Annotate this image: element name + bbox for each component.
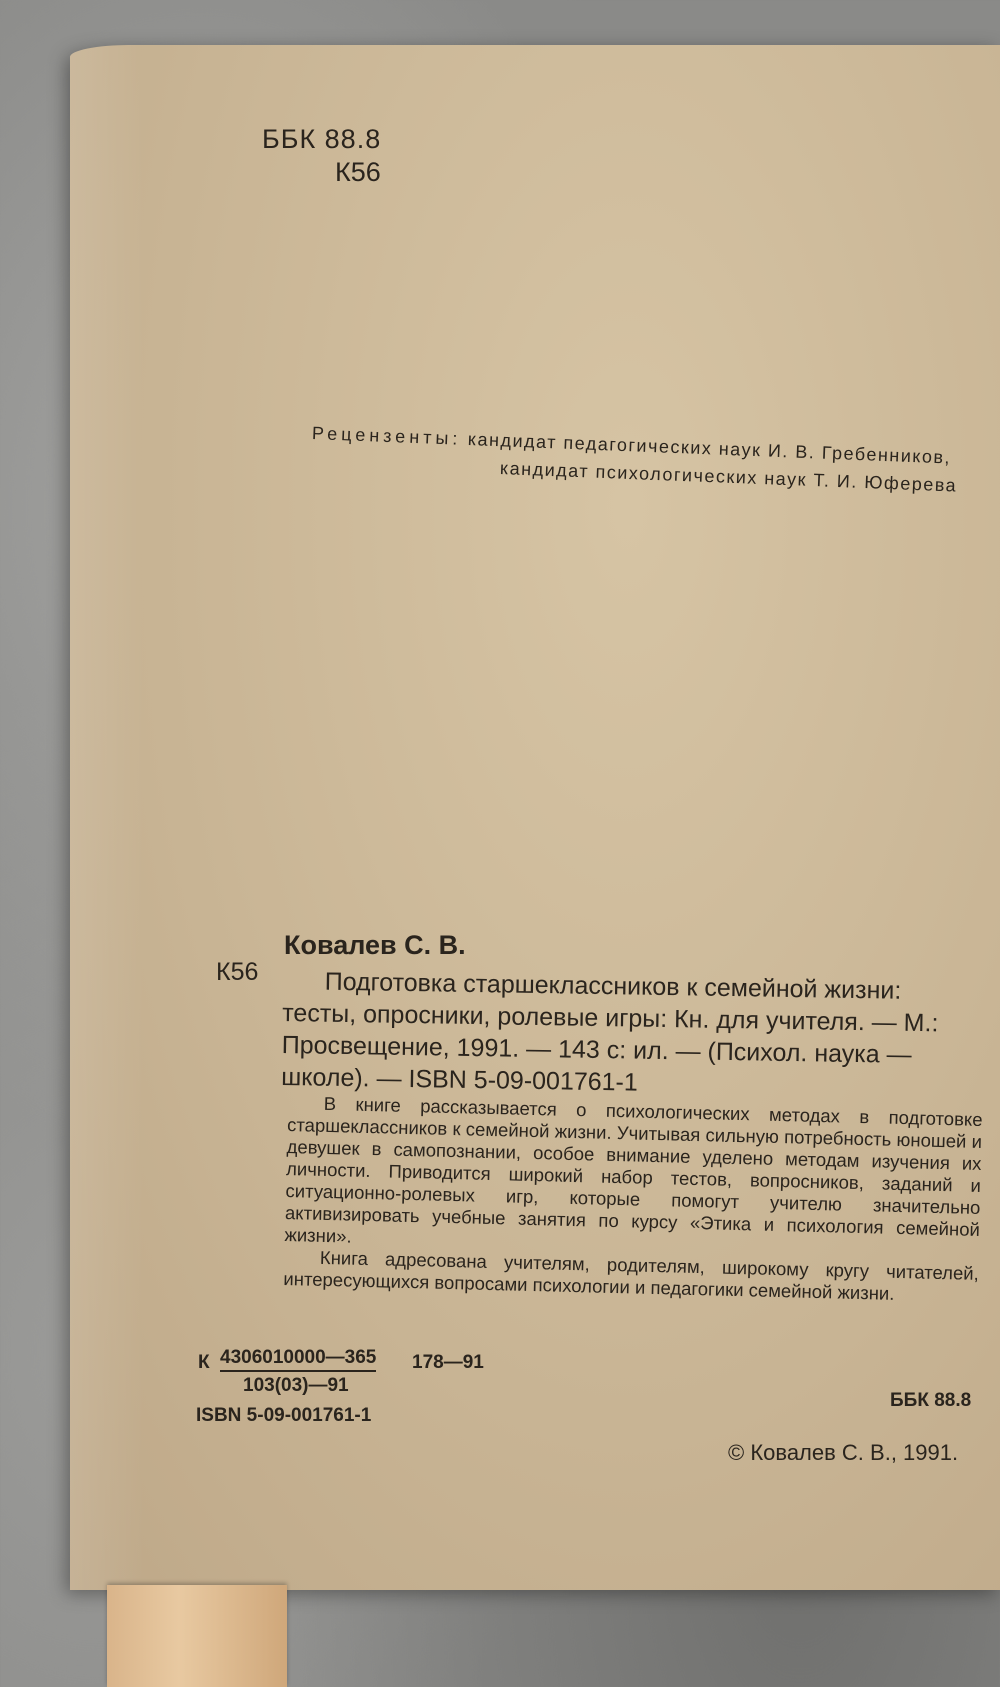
bib-line-1: Подготовка старшеклассников к семейной жизни: bbox=[324, 967, 902, 1005]
annotation-paragraph-1: В книге рассказывается о психологических методах в подготовке старшеклассников к семейной жизни. Учитывая сильную потребность юношей и девушек в самопознании, особое внимание уделено методам изучения их личности. Приводится широкий набор тестов, вопросников, заданий и ситуационно-ролевых игр, которые помогут учителю значительно активизировать учебные занятия по курсу «Этика и психология семейной жизни». bbox=[284, 1092, 983, 1247]
author-name: Ковалев С. В. bbox=[284, 930, 466, 960]
copyright: © Ковалев С. В., 1991. bbox=[728, 1440, 959, 1465]
reviewers-label: Рецензенты: bbox=[311, 423, 462, 449]
bookmark bbox=[107, 1585, 287, 1687]
isbn: ISBN 5-09-001761-1 bbox=[196, 1405, 372, 1426]
bbk-code: ББК 88.8 bbox=[262, 124, 382, 154]
imprint-numerator: 4306010000—365 bbox=[220, 1347, 376, 1372]
reviewer-2: кандидат психологических наук Т. И. Юферева bbox=[499, 458, 958, 496]
bibliographic-record bbox=[281, 965, 1000, 1104]
imprint-k: К bbox=[198, 1352, 210, 1373]
catalog-index: К56 bbox=[216, 958, 259, 986]
bbk-bottom: ББК 88.8 bbox=[890, 1390, 972, 1411]
author-mark: К56 bbox=[335, 157, 381, 187]
bib-line-3: Просвещение, 1991. — 143 с: ил. — (Психол. наука — bbox=[281, 1030, 912, 1069]
bib-line-4: школе). — ISBN 5-09-001761-1 bbox=[281, 1062, 639, 1097]
imprint-order: 178—91 bbox=[412, 1352, 484, 1373]
annotation bbox=[283, 1092, 983, 1307]
imprint-denominator: 103(03)—91 bbox=[243, 1375, 349, 1396]
annotation-paragraph-2: Книга адресована учителям, родителям, широкому кругу читателей, интересующихся вопросами психологии и педагогики семейной жизни. bbox=[283, 1246, 980, 1304]
reviewer-1: кандидат педагогических наук И. В. Гребенников, bbox=[467, 428, 952, 468]
bib-line-2: тесты, опросники, ролевые игры: Кн. для учителя. — М.: bbox=[282, 998, 939, 1038]
